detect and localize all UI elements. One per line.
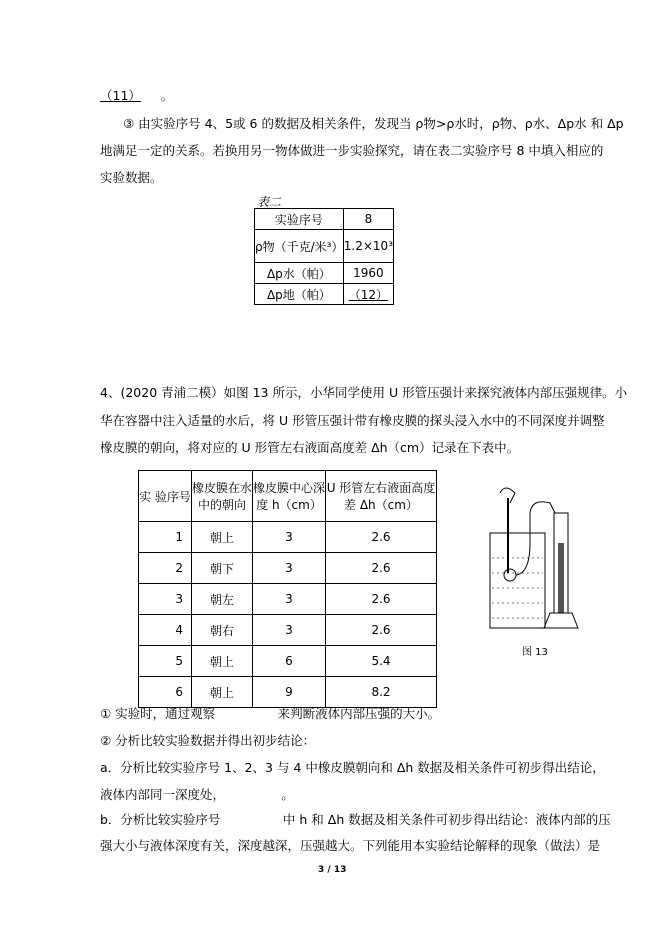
table-header-row — [139, 471, 437, 522]
table-cell: 朝左 — [192, 584, 253, 615]
paragraph: 4、(2020 青浦二模）如图 13 所示，小华同学使用 U 形管压强计来探究液体内部压强规律。小 — [100, 385, 628, 400]
table-cell: U 形管左右液面高度差 Δh（cm） — [326, 471, 437, 522]
table-2 — [254, 208, 394, 305]
u-tube-manometer-figure — [480, 483, 590, 633]
table-cell: 橡皮膜中心深度 h（cm） — [253, 471, 326, 522]
table-cell: 实 验序号 — [139, 471, 192, 522]
table-row — [139, 584, 437, 615]
table-cell: 1 — [139, 522, 192, 553]
table-cell: 6 — [253, 646, 326, 677]
table-cell: Δp水（帕） — [255, 263, 344, 284]
question-line: ① 实验时，通过观察 来判断液体内部压强的大小。 — [100, 706, 441, 721]
table-row — [139, 615, 437, 646]
table-cell: 2 — [139, 553, 192, 584]
table-cell: 朝上 — [192, 677, 253, 708]
paragraph: ③ 由实验序号 4、5或 6 的数据及相关条件，发现当 ρ物>ρ水时，ρ物、ρ水、Δp水 和 Δp — [123, 116, 624, 131]
question-line: ② 分析比较实验数据并得出初步结论： — [100, 733, 316, 748]
paragraph: 地满足一定的关系。若换用另一物体做进一步实验探究，请在表二实验序号 8 中填入相应的 — [100, 143, 604, 158]
table-row — [255, 209, 394, 230]
table-row — [139, 646, 437, 677]
table-cell: 2.6 — [326, 584, 437, 615]
table-cell: 2.6 — [326, 522, 437, 553]
question-line: b．分析比较实验序号 中 h 和 Δh 数据及相关条件可初步得出结论：液体内部的压 — [100, 812, 611, 827]
paragraph: 橡皮膜的朝向，将对应的 U 形管左右液面高度差 Δh（cm）记录在下表中。 — [100, 440, 520, 455]
table-cell: 8.2 — [326, 677, 437, 708]
table-title: 表二 — [257, 195, 282, 209]
table-cell: 2.6 — [326, 615, 437, 646]
table-row — [255, 284, 394, 305]
table-cell: 6 — [139, 677, 192, 708]
table-row — [139, 522, 437, 553]
table-row — [255, 230, 394, 263]
paragraph: 华在容器中注入适量的水后，将 U 形管压强计带有橡皮膜的探头浸入水中的不同深度并调整 — [100, 413, 605, 428]
table-cell: 8 — [343, 209, 393, 230]
table-cell: 橡皮膜在水中的朝向 — [192, 471, 253, 522]
table-cell: 3 — [253, 584, 326, 615]
table-cell: 朝上 — [192, 522, 253, 553]
blank-11 — [100, 86, 173, 104]
table-3 — [138, 470, 437, 708]
table-cell: 2.6 — [326, 553, 437, 584]
table-cell: 1960 — [343, 263, 393, 284]
table-row — [255, 263, 394, 284]
question-line: a．分析比较实验序号 1、2、3 与 4 中橡皮膜朝向和 Δh 数据及相关条件可初步得出结论， — [100, 760, 605, 775]
table-cell: 实验序号 — [255, 209, 344, 230]
table-cell: （12） — [343, 284, 393, 305]
table-cell: 3 — [139, 584, 192, 615]
table-cell: Δp地（帕） — [255, 284, 344, 305]
question-line: 强大小与液体深度有关，深度越深，压强越大。下列能用本实验结论解释的现象（做法）是 — [100, 838, 601, 853]
paragraph: 实验数据。 — [100, 170, 163, 185]
table-cell: 朝上 — [192, 646, 253, 677]
table-cell: 5 — [139, 646, 192, 677]
page-number: 3 / 13 — [318, 865, 347, 875]
table-cell: 。 — [160, 88, 174, 103]
table-cell: 3 — [253, 553, 326, 584]
table-row — [139, 553, 437, 584]
table-cell: 5.4 — [326, 646, 437, 677]
question-line: 液体内部同一深度处， 。 — [100, 787, 294, 802]
table-cell: 4 — [139, 615, 192, 646]
table-cell: 3 — [253, 615, 326, 646]
table-cell: 朝右 — [192, 615, 253, 646]
table-cell: 9 — [253, 677, 326, 708]
table-cell: 1.2×10³ — [343, 230, 393, 263]
table-cell: 朝下 — [192, 553, 253, 584]
table-cell: ρ物（千克/米³） — [255, 230, 344, 263]
table-cell: 3 — [253, 522, 326, 553]
table-cell: （11） — [100, 88, 141, 103]
figure-caption: 图 13 — [522, 647, 548, 658]
table-row — [139, 677, 437, 708]
